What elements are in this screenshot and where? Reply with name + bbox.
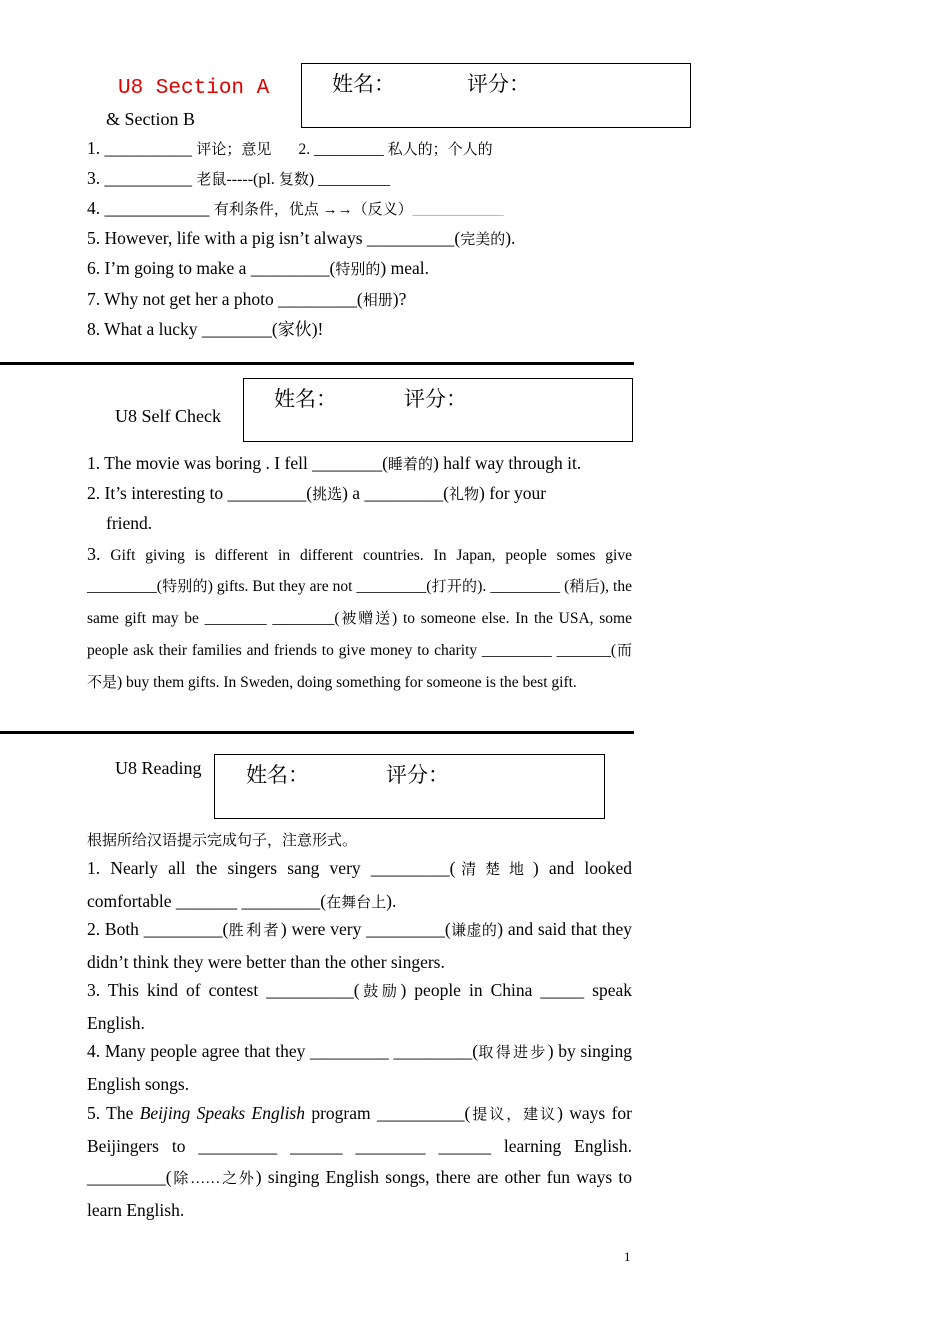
- reading-q1: 1. Nearly all the singers sang very _________(清楚地) and looked comfortable _______ _________(在舞台上).: [87, 858, 632, 911]
- vocab-line-3: 3. __________ 老鼠-----(pl. 复数) _________: [87, 168, 391, 188]
- section-a-subtitle: & Section B: [106, 109, 195, 129]
- sentence-6: 6. I’m going to make a _________(特别的) meal.: [87, 258, 429, 278]
- section-a-title: U8 Section A: [118, 77, 270, 100]
- self-check-title: U8 Self Check: [115, 406, 221, 426]
- score-label: 评分：: [467, 72, 530, 96]
- sentence-5: 5. However, life with a pig isn’t always __________(完美的).: [87, 228, 516, 248]
- reading-q3: 3. This kind of contest __________(鼓励) people in China _____ speak English.: [87, 980, 632, 1033]
- name-score-box-b: [243, 378, 633, 442]
- vocab-line-1: 1. __________ 评论；意见 2. _________ 私人的；个人的: [87, 138, 493, 158]
- score-label: 评分：: [386, 763, 449, 787]
- reading-instruction: 根据所给汉语提示完成句子，注意形式。: [87, 833, 358, 849]
- name-label: 姓名：: [332, 72, 395, 96]
- page-number: 1: [624, 1249, 631, 1264]
- reading-title: U8 Reading: [115, 758, 202, 778]
- self-check-q3-paragraph: 3. Gift giving is different in different countries. In Japan, people somes give _________(特别的) gifts. But they are not _________(打开的). _________ (稍后), the same gift may be ________ ________(被赠送) to someone else. In the USA, some people ask their families and friends to give money to charity _________ _______(而不是) buy them gifts. In Sweden, doing something for someone is the best gift.: [87, 544, 632, 691]
- reading-q5: 5. The Beijing Speaks English program __________(提议，建议) ways for Beijingers to _________ ______ ________ ______ learning English. _________(除……之外) singing English songs, there are other fun ways to learn English.: [87, 1103, 632, 1220]
- reading-q2: 2. Both _________(胜利者) were very _________(谦虚的) and said that they didn’t think they were better than the other singers.: [87, 919, 632, 972]
- name-score-box-c: [214, 754, 605, 819]
- self-check-q1: 1. The movie was boring . I fell ________(睡着的) half way through it.: [87, 453, 582, 473]
- self-check-q2: 2. It’s interesting to _________(挑选) a _________(礼物) for your: [87, 483, 547, 503]
- name-score-box-a: [301, 63, 691, 128]
- vocab-line-4: 4. ____________ 有利条件，优点 →→（反义）_____________: [87, 198, 504, 218]
- sentence-8: 8. What a lucky ________(家伙)!: [87, 319, 324, 339]
- self-check-q2-cont: friend.: [106, 513, 153, 533]
- section-divider-1: [0, 362, 634, 365]
- section-divider-2: [0, 731, 634, 734]
- name-label: 姓名：: [246, 763, 309, 787]
- reading-q4: 4. Many people agree that they _________ _________(取得进步) by singing English songs.: [87, 1041, 632, 1094]
- sentence-7: 7. Why not get her a photo _________(相册)?: [87, 289, 407, 309]
- score-label: 评分：: [404, 387, 467, 411]
- name-label: 姓名：: [274, 387, 337, 411]
